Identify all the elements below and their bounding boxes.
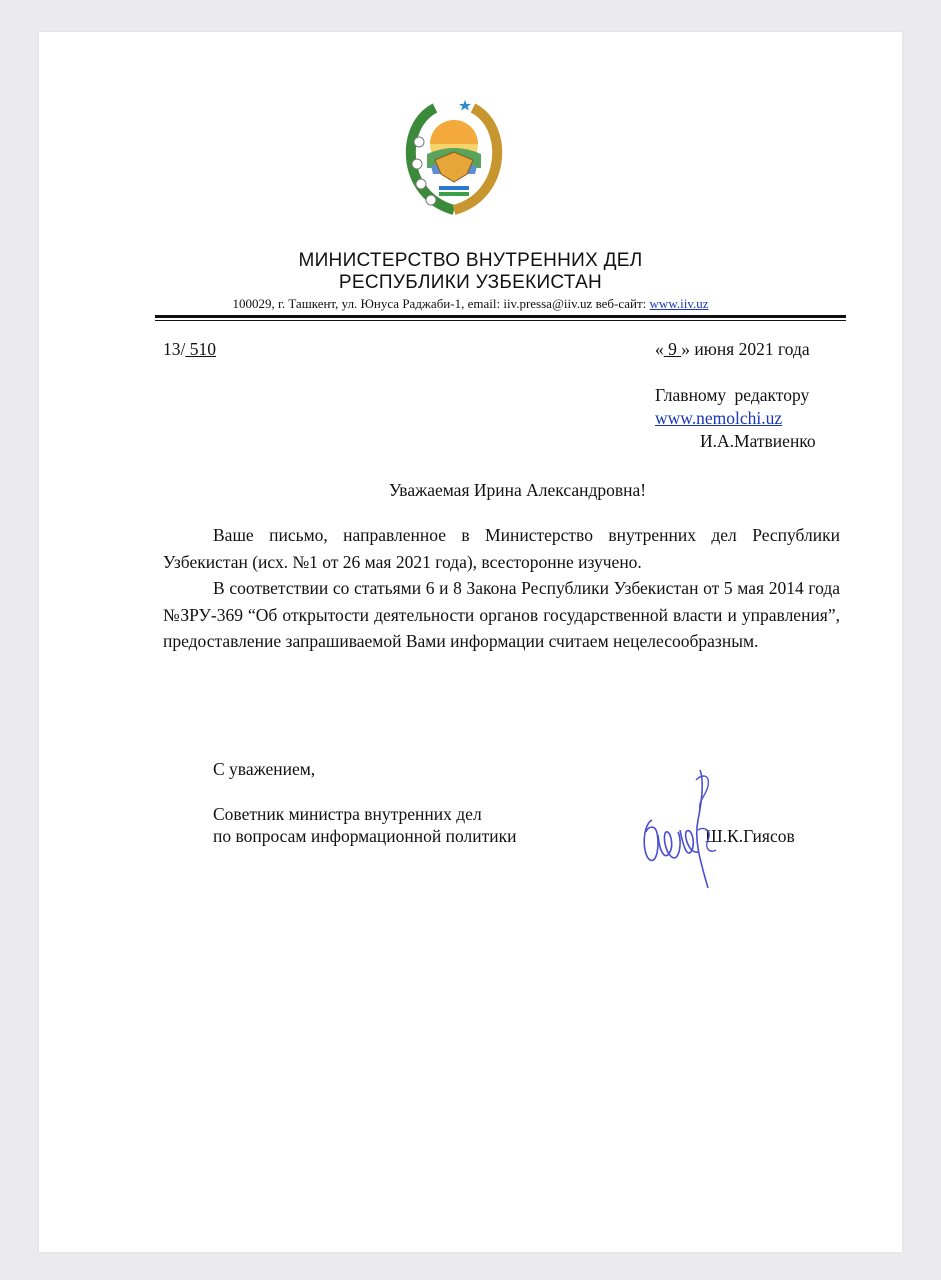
date-rest: » июня 2021 года [681, 339, 810, 359]
header-divider-thin [155, 320, 846, 321]
ministry-website-link[interactable]: www.iiv.uz [649, 296, 709, 311]
signatory-title-line1: Советник министра внутренних дел [213, 804, 482, 824]
signatory-title-line2: по вопросам информационной политики [213, 826, 517, 846]
salutation: Уважаемая Ирина Александровна! [388, 480, 647, 500]
reference-number [163, 339, 216, 360]
body-paragraph-2: В соответствии со статьями 6 и 8 Закона Республики Узбекистан от 5 мая 2014 года №ЗРУ-369 “Об открытости деятельности органов государственной власти и управления”, предоставление запрашиваемой Вами информации считаем нецелесообразным. [163, 578, 840, 651]
header-divider-thick [155, 315, 846, 318]
coat-of-arms-uzbekistan-icon [405, 82, 503, 222]
body-paragraph-1: Ваше письмо, направленное в Министерство внутренних дел Республики Узбекистан (исх. №1 от 26 мая 2021 года), всесторонне изучено. [163, 525, 840, 572]
addressee-website-link[interactable]: www.nemolchi.uz [655, 408, 783, 428]
ministry-address [0, 296, 941, 312]
ministry-name-line2: РЕСПУБЛИКИ УЗБЕКИСТАН [338, 272, 603, 293]
address-text: 100029, г. Ташкент, ул. Юнуса Раджаби-1, email: iiv.pressa@iiv.uz веб-сайт: [232, 296, 650, 311]
addressee-name: И.А.Матвиенко [700, 431, 816, 451]
letter-date [655, 339, 810, 360]
addressee-position: Главному редактору [655, 385, 810, 405]
ministry-name-line1: МИНИСТЕРСТВО ВНУТРЕННИХ ДЕЛ [298, 250, 643, 271]
closing-regards: С уважением, [213, 759, 316, 779]
reference-prefix: 13/ [163, 339, 186, 359]
reference-number-value: 510 [185, 339, 216, 359]
signatory-name: Ш.К.Гиясов [705, 826, 795, 846]
date-day: 9 [663, 339, 682, 359]
handwritten-signature-icon [640, 760, 720, 890]
date-open-quote: « [655, 339, 664, 359]
